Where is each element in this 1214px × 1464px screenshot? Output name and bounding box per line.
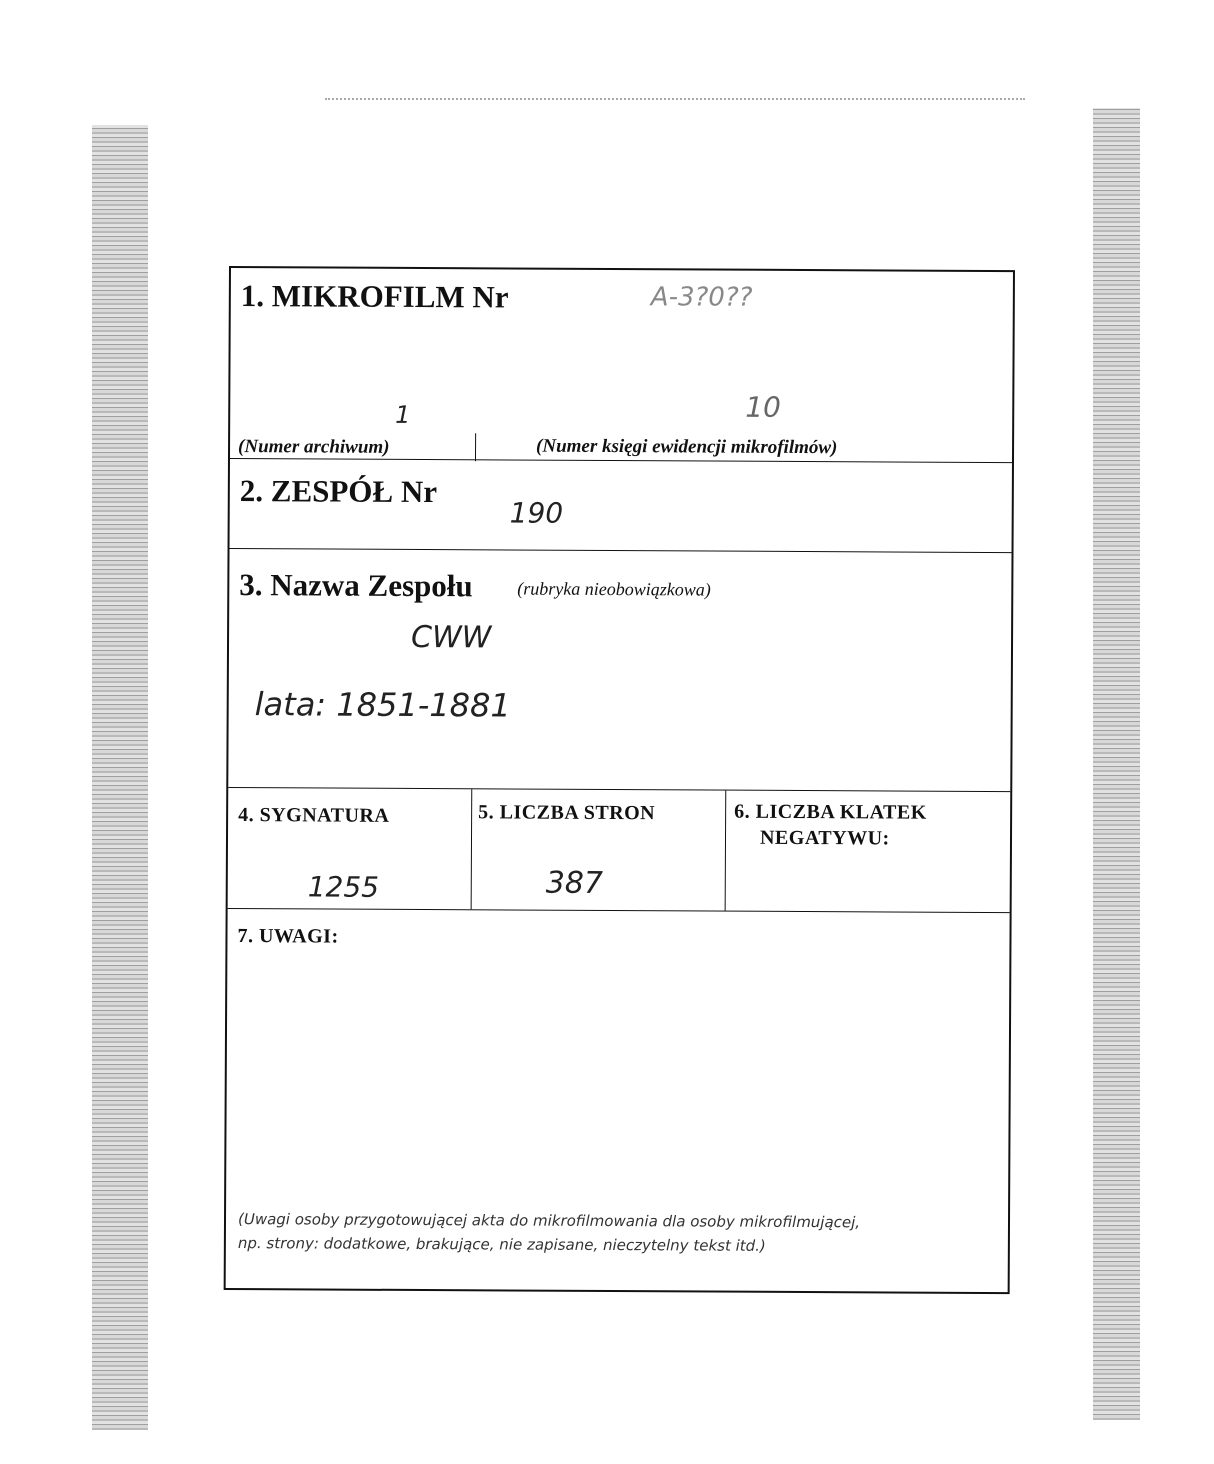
archive-label: (Numer archiwum) <box>237 436 390 458</box>
archive-number: 1 <box>395 400 411 429</box>
pages-label: 5. LICZBA STRON <box>478 801 656 825</box>
signature-label: 4. SYGNATURA <box>238 804 390 827</box>
remarks-note-line2: np. strony: dodatkowe, brakujące, nie zapisane, nieczytelny tekst itd.) <box>237 1234 766 1255</box>
scan-edge-left <box>92 125 148 1430</box>
section-microfilm <box>230 268 1013 463</box>
microfilm-label: 1. MIKROFILM Nr <box>240 278 509 315</box>
scan-edge-right <box>1093 108 1140 1420</box>
fonds-name-label: 3. Nazwa Zespołu <box>239 567 473 604</box>
remarks-note-line1: (Uwagi osoby przygotowującej akta do mikrofilmowania dla osoby mikrofilmującej, <box>237 1210 861 1232</box>
register-number: 10 <box>745 390 781 424</box>
microfilm-number: A-3?0?? <box>650 282 753 313</box>
pages-value: 387 <box>545 865 604 901</box>
frames-label-line2: NEGATYWU: <box>759 826 890 850</box>
divider <box>725 791 727 911</box>
section-details <box>228 788 1011 913</box>
section-fonds-name <box>228 549 1011 792</box>
register-label: (Numer księgi ewidencji mikrofilmów) <box>536 435 838 459</box>
divider <box>475 433 476 461</box>
divider <box>471 789 473 909</box>
remarks-note <box>238 1207 860 1258</box>
fonds-years: lata: 1851-1881 <box>254 685 511 725</box>
section-remarks <box>226 909 1010 1292</box>
remarks-label: 7. UWAGI: <box>237 925 339 948</box>
fonds-name-note: (rubryka nieobowiązkowa) <box>517 578 711 600</box>
fonds-label: 2. ZESPÓŁ Nr <box>239 473 438 510</box>
section-fonds <box>230 459 1012 553</box>
fonds-name-value: CWW <box>410 619 492 656</box>
signature-value: 1255 <box>307 870 380 904</box>
scan-top-edge <box>325 98 1025 100</box>
frames-label-line1: 6. LICZBA KLATEK <box>734 800 927 824</box>
microfilm-form <box>224 266 1015 1294</box>
fonds-number: 190 <box>509 496 564 530</box>
